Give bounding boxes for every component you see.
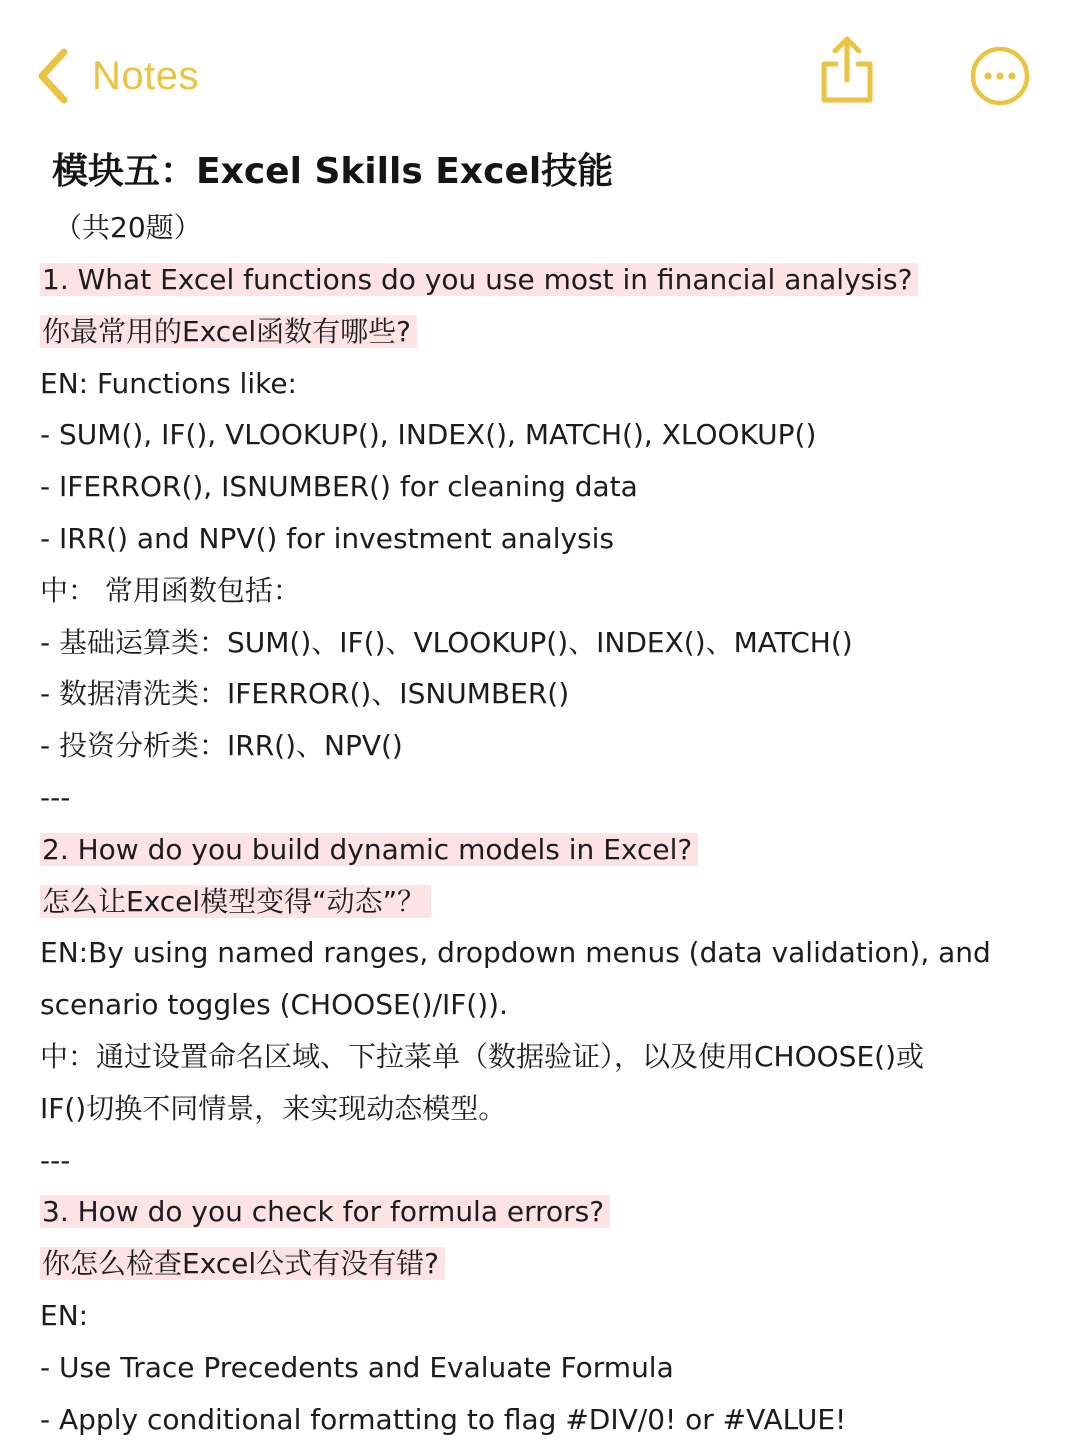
note-line-text: EN: Functions like: (40, 366, 297, 400)
note-line-text: - IRR() and NPV() for investment analysis (40, 522, 615, 555)
share-icon (814, 34, 880, 106)
note-line-text: - 基础运算类：SUM()、IF()、VLOOKUP()、INDEX()、MATCH() (40, 625, 853, 659)
note-line-text: 中： 常用函数包括： (40, 573, 301, 607)
note-line (40, 415, 816, 455)
note-line-text: EN: (40, 1299, 89, 1332)
note-line-text: - IFERROR(), ISNUMBER() for cleaning data (40, 470, 638, 504)
note-line-text: 你最常用的Excel函数有哪些? (40, 315, 417, 348)
note-line-text: - SUM(), IF(), VLOOKUP(), INDEX(), MATCH(), XLOOKUP() (40, 418, 817, 452)
note-line-text: IF()切换不同情景，来实现动态模型。 (40, 1091, 507, 1125)
note-subtitle: （共20题） (54, 211, 202, 244)
highlighted-line (40, 1192, 610, 1232)
note-line-text: - Apply conditional formatting to flag #DIV/0! or #VALUE! (40, 1402, 847, 1436)
note-line (40, 1348, 674, 1388)
note-line-text: 中：通过设置命名区域、下拉菜单（数据验证），以及使用CHOOSE()或 (40, 1040, 924, 1073)
chevron-left-icon (36, 48, 70, 104)
back-button-label: Notes (92, 53, 199, 98)
note-line (40, 1037, 924, 1077)
navigation-bar (0, 0, 1080, 140)
back-button[interactable] (36, 44, 199, 108)
note-line-text: 怎么让Excel模型变得“动态”？ (40, 885, 431, 918)
highlighted-line (40, 882, 431, 922)
highlighted-line (40, 1244, 445, 1284)
note-line (40, 985, 508, 1025)
note-line-text: - 投资分析类：IRR()、NPV() (40, 729, 403, 763)
note-line-text: - 数据清洗类：IFERROR()、ISNUMBER() (40, 677, 570, 711)
note-line-text: 3. How do you check for formula errors? (40, 1195, 610, 1228)
note-line (40, 778, 70, 818)
more-icon (968, 44, 1032, 108)
highlighted-line (40, 312, 417, 352)
more-options-button[interactable] (968, 44, 1032, 108)
highlighted-line (40, 260, 918, 300)
note-line-text: 1. What Excel functions do you use most in financial analysis? (40, 263, 918, 296)
note-line (40, 933, 991, 973)
note-line (40, 519, 614, 559)
note-line-text: scenario toggles (CHOOSE()/IF()). (40, 988, 508, 1022)
note-line-text: - Use Trace Precedents and Evaluate Formula (40, 1350, 674, 1384)
note-line (40, 1089, 506, 1129)
note-line (40, 726, 403, 766)
note-line (40, 674, 569, 714)
note-line (40, 623, 853, 663)
share-button[interactable] (814, 34, 880, 106)
note-line-text: --- (40, 781, 71, 814)
note-line-text: EN:By using named ranges, dropdown menus (data validation), and (40, 936, 991, 970)
note-line-text: --- (40, 1143, 71, 1177)
note-line-text: 2. How do you build dynamic models in Excel? (40, 833, 698, 866)
note-line (40, 1296, 88, 1336)
note-line-text: 你怎么检查Excel公式有没有错? (40, 1247, 445, 1280)
note-line (40, 1141, 70, 1181)
highlighted-line (40, 830, 698, 870)
note-line (40, 467, 638, 507)
note-title: 模块五：Excel Skills Excel技能 (52, 151, 614, 192)
note-line (40, 1400, 846, 1440)
note-line (40, 364, 297, 404)
note-line (40, 571, 301, 611)
